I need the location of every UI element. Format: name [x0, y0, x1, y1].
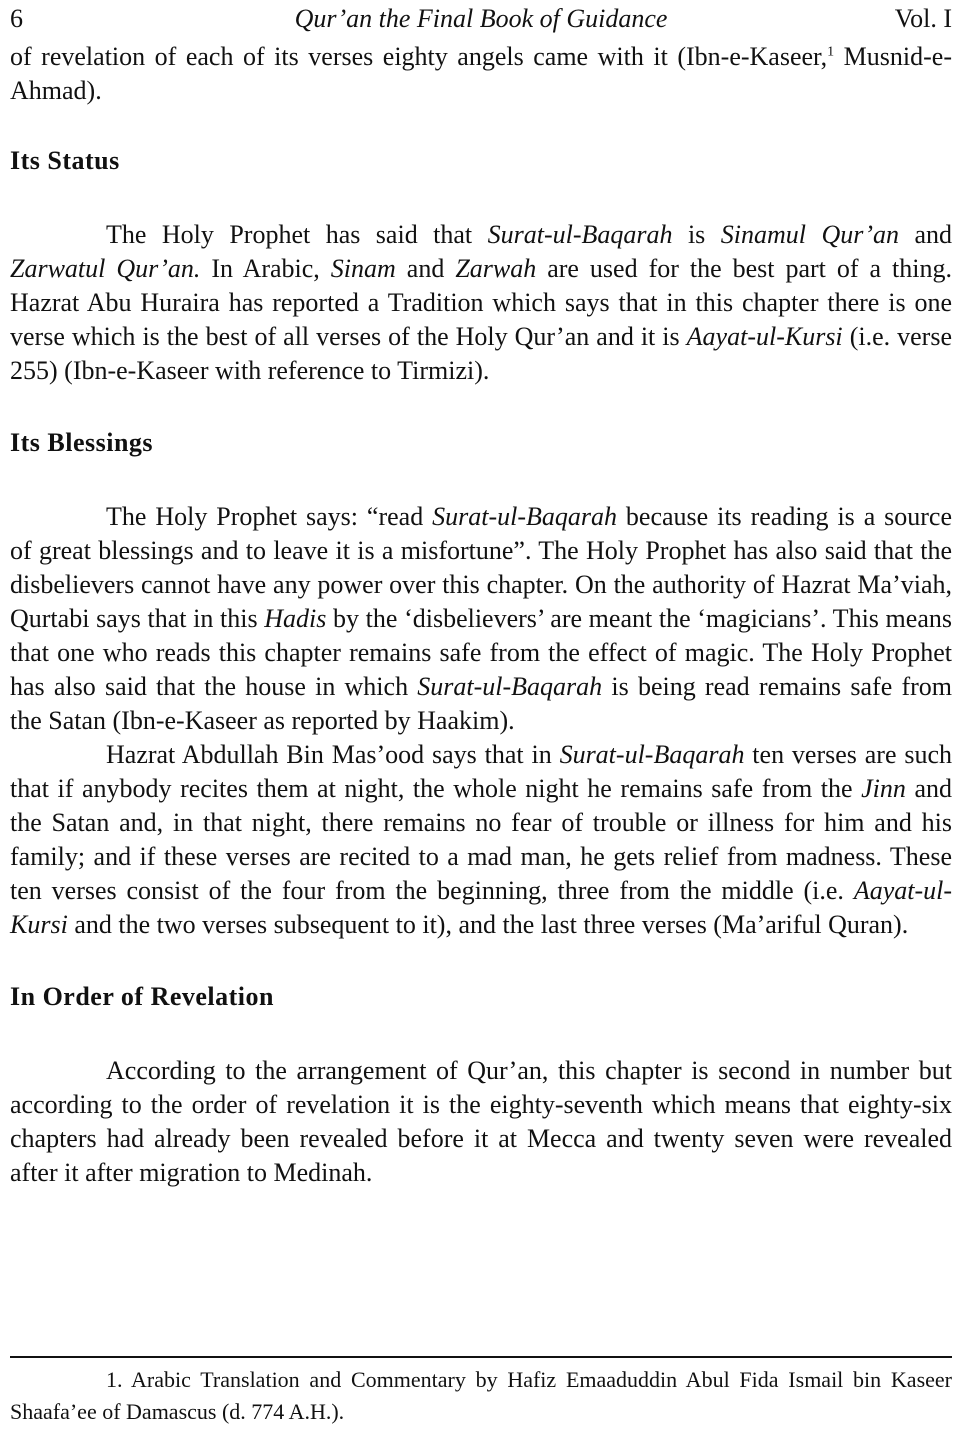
text-run: (i.e. verse 255) (Ibn-e-Kaseer with reference to Tirmizi).	[10, 322, 952, 385]
italic-term: Surat-ul-Baqarah	[432, 502, 618, 531]
book-page	[10, 0, 952, 1190]
text-run: is	[672, 220, 721, 249]
text-run: and the two verses subsequent to it), and the last three verses (Ma’ariful Quran).	[67, 910, 909, 939]
text-run: Hazrat Abdullah Bin Mas’ood says that in	[106, 740, 560, 769]
revelation-paragraph	[10, 1054, 952, 1190]
page-number: 6	[10, 4, 23, 33]
volume-label: Vol. I	[894, 4, 952, 33]
text-run: and	[395, 254, 456, 283]
text-run: and	[899, 220, 953, 249]
footnote-divider	[10, 1356, 952, 1358]
text-run: The Holy Prophet says: “read	[106, 502, 433, 531]
text-run: and the Satan and, in that night, there remains no fear of trouble or illness for him and his family; and if these verses are recited to a mad man, he gets relief from madness. These ten verses consist of the four from the beginning, three from the middle (i.e.	[10, 774, 952, 905]
text-run: is being read remains safe from the Satan (Ibn-e-Kaseer as reported by Haakim).	[10, 672, 952, 735]
italic-term: Aayat-ul-Kursi	[10, 876, 952, 939]
footnote	[10, 1364, 952, 1428]
heading-its-status: Its Status	[10, 146, 120, 175]
italic-term: Sinamul Qur’an	[720, 220, 899, 249]
intro-text-end: Musnid-e-Ahmad).	[10, 42, 953, 105]
text-run: by the ‘disbelievers’ are meant the ‘magicians’. This means that one who reads this chapter remains safe from the effect of magic. The Holy Prophet has also said that the house in which	[10, 604, 952, 701]
italic-term: Aayat-ul-Kursi	[686, 322, 843, 351]
text-run: because its reading is a source of great blessings and to leave it is a misfortune”. The Holy Prophet has also said that the disbelievers cannot have any power over this chapter. On the authority of Hazrat Ma’viah, Qurtabi says that in this	[10, 502, 952, 633]
heading-its-blessings: Its Blessings	[10, 428, 154, 457]
intro-text: of revelation of each of its verses eighty angels came with it (Ibn-e-Kaseer,	[10, 42, 828, 71]
italic-term: Zarwatul Qur’an.	[10, 254, 201, 283]
italic-term: Hadis	[264, 604, 327, 633]
text-run: According to the arrangement of Qur’an, this chapter is second in number but according to the order of revelation it is the eighty-seventh which means that eighty-six chapters had already been revealed before it at Mecca and twenty seven were revealed after it after migration to Medinah.	[10, 1056, 952, 1187]
text-run: are used for the best part of a thing. Hazrat Abu Huraira has reported a Tradition which says that in this chapter there is one verse which is the best of all verses of the Holy Qur’an and it is	[10, 254, 953, 351]
italic-term: Zarwah	[455, 254, 537, 283]
book-title: Qur’an the Final Book of Guidance	[294, 4, 668, 33]
text-run: In Arabic,	[200, 254, 331, 283]
blessings-paragraph-2	[10, 738, 952, 942]
heading-order-of-revelation: In Order of Revelation	[10, 982, 274, 1011]
text-run: The Holy Prophet has said that	[106, 220, 488, 249]
italic-term: Surat-ul-Baqarah	[487, 220, 673, 249]
running-header	[10, 0, 952, 40]
italic-term: Jinn	[861, 774, 906, 803]
footnote-ref: 1	[827, 44, 835, 60]
italic-term: Surat-ul-Baqarah	[417, 672, 603, 701]
text-run: ten verses are such that if anybody recites them at night, the whole night he remains safe from the	[10, 740, 952, 803]
intro-paragraph	[10, 40, 952, 108]
italic-term: Sinam	[330, 254, 396, 283]
footnote-text: 1. Arabic Translation and Commentary by Hafiz Emaaduddin Abul Fida Ismail bin Kaseer Shaafa’ee of Damascus (d. 774 A.H.).	[10, 1367, 952, 1424]
italic-term: Surat-ul-Baqarah	[559, 740, 745, 769]
blessings-paragraph-1	[10, 500, 952, 738]
status-paragraph	[10, 218, 952, 388]
